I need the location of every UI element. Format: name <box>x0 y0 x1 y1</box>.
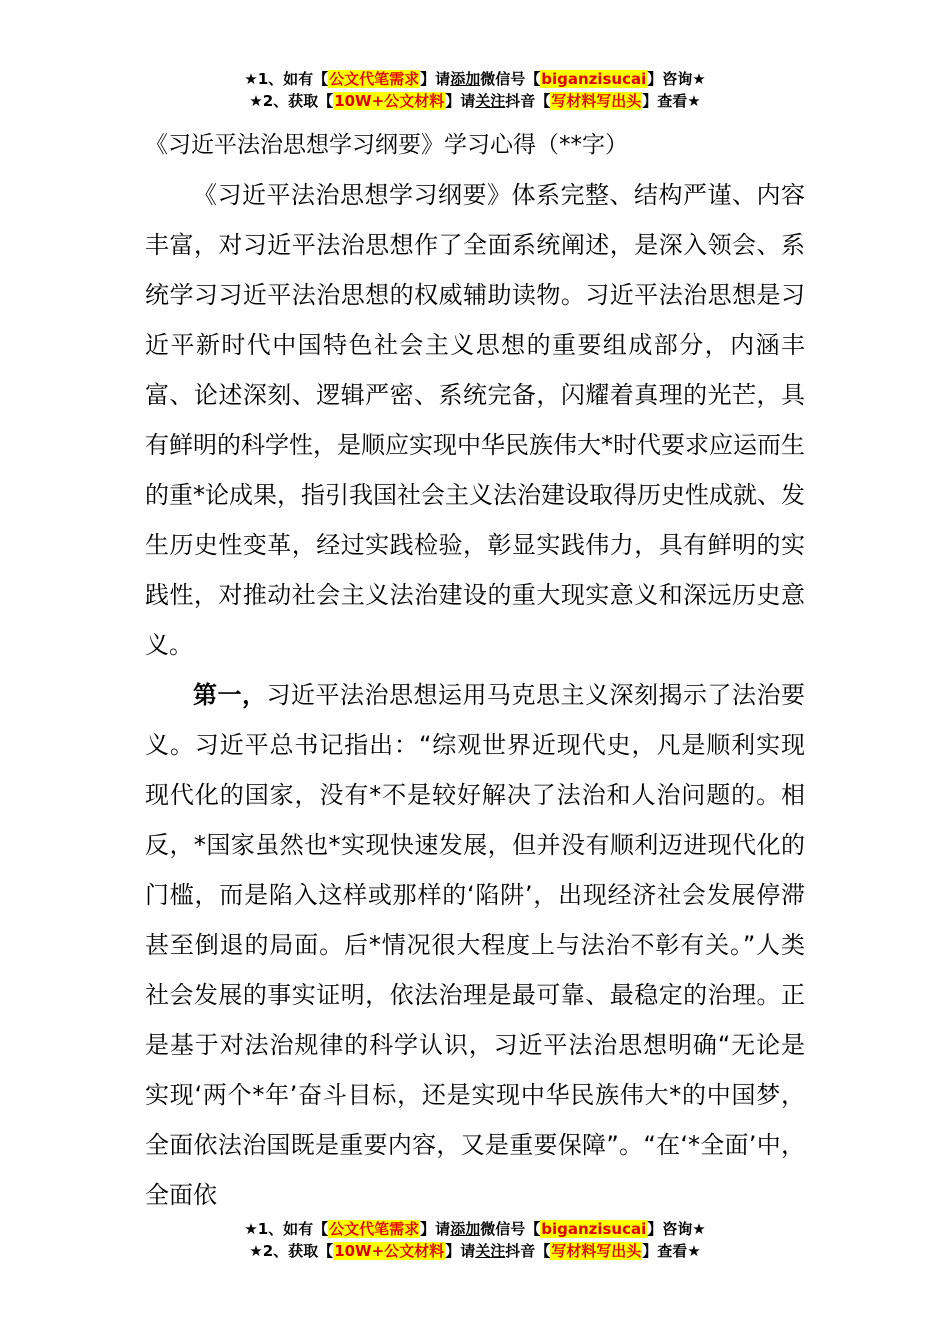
banner-text: 】请 <box>445 92 476 110</box>
highlight-service: 公文代笔需求 <box>329 1220 420 1238</box>
highlight-douyin-id: 写材料写出头 <box>551 1242 642 1260</box>
paragraph-lead: 第一， <box>193 681 267 709</box>
header-banner <box>0 68 950 112</box>
banner-underlined: 添加 <box>450 70 481 88</box>
banner-text: 】咨询★ <box>647 1220 706 1238</box>
banner-text: 】请 <box>445 1242 476 1260</box>
paragraph-2 <box>145 670 805 1220</box>
highlight-wechat-id: biganzisucai <box>541 1220 647 1238</box>
document-title: 《习近平法治思想学习纲要》学习心得（**字） <box>145 132 628 158</box>
banner-text: 】请 <box>420 1220 451 1238</box>
paragraph-1: 《习近平法治思想学习纲要》体系完整、结构严谨、内容丰富，对习近平法治思想作了全面系统阐述，是深入领会、系统学习习近平法治思想的权威辅助读物。习近平法治思想是习近平新时代中国特色社会主义思想的重要组成部分，内涵丰富、论述深刻、逻辑严密、系统完备，闪耀着真理的光芒，具有鲜明的科学性，是顺应实现中华民族伟大*时代要求应运而生的重*论成果，指引我国社会主义法治建设取得历史性成就、发生历史性变革，经过实践检验，彰显实践伟力，具有鲜明的实践性，对推动社会主义法治建设的重大现实意义和深远历史意义。 <box>145 181 805 659</box>
banner-text: 】查看★ <box>642 1242 701 1260</box>
banner-underlined: 添加 <box>450 1220 481 1238</box>
paragraph-2-text: 习近平法治思想运用马克思主义深刻揭示了法治要义。习近平总书记指出：“综观世界近现代史，凡是顺利实现现代化的国家，没有*不是较好解决了法治和人治问题的。相反，*国家虽然也*实现快速发展，但并没有顺利迈进现代化的门槛，而是陷入这样或那样的‘陷阱’，出现经济社会发展停滞甚至倒退的局面。后*情况很大程度上与法治不彰有关。”人类社会发展的事实证明，依法治理是最可靠、最稳定的治理。正是基于对法治规律的科学认识，习近平法治思想明确“无论是实现‘两个*年’奋斗目标，还是实现中华民族伟大*的中国梦，全面依法治国既是重要内容，又是重要保障”。“在‘*全面’中，全面依 <box>145 681 805 1209</box>
banner-text: ★2、获取【 <box>249 1242 334 1260</box>
banner-text: 】咨询★ <box>647 70 706 88</box>
banner-text: 】请 <box>420 70 451 88</box>
banner-text: ★2、获取【 <box>249 92 334 110</box>
highlight-wechat-id: biganzisucai <box>541 70 647 88</box>
highlight-douyin-id: 写材料写出头 <box>551 92 642 110</box>
highlight-materials: 10W+公文材料 <box>334 92 445 110</box>
banner-text: 微信号【 <box>480 1220 541 1238</box>
banner-text: 抖音【 <box>505 1242 551 1260</box>
banner-text: 微信号【 <box>480 70 541 88</box>
document-body <box>145 170 805 1220</box>
banner-text: ★1、如有【 <box>244 1220 329 1238</box>
banner-text: 抖音【 <box>505 92 551 110</box>
banner-line-2 <box>0 90 950 112</box>
banner-text: 】查看★ <box>642 92 701 110</box>
banner-text: ★1、如有【 <box>244 70 329 88</box>
banner-underlined: 关注 <box>475 92 506 110</box>
banner-line-1 <box>0 68 950 90</box>
banner-line-2 <box>0 1240 950 1262</box>
banner-line-1 <box>0 1218 950 1240</box>
highlight-materials: 10W+公文材料 <box>334 1242 445 1260</box>
highlight-service: 公文代笔需求 <box>329 70 420 88</box>
footer-banner <box>0 1218 950 1262</box>
banner-underlined: 关注 <box>475 1242 506 1260</box>
